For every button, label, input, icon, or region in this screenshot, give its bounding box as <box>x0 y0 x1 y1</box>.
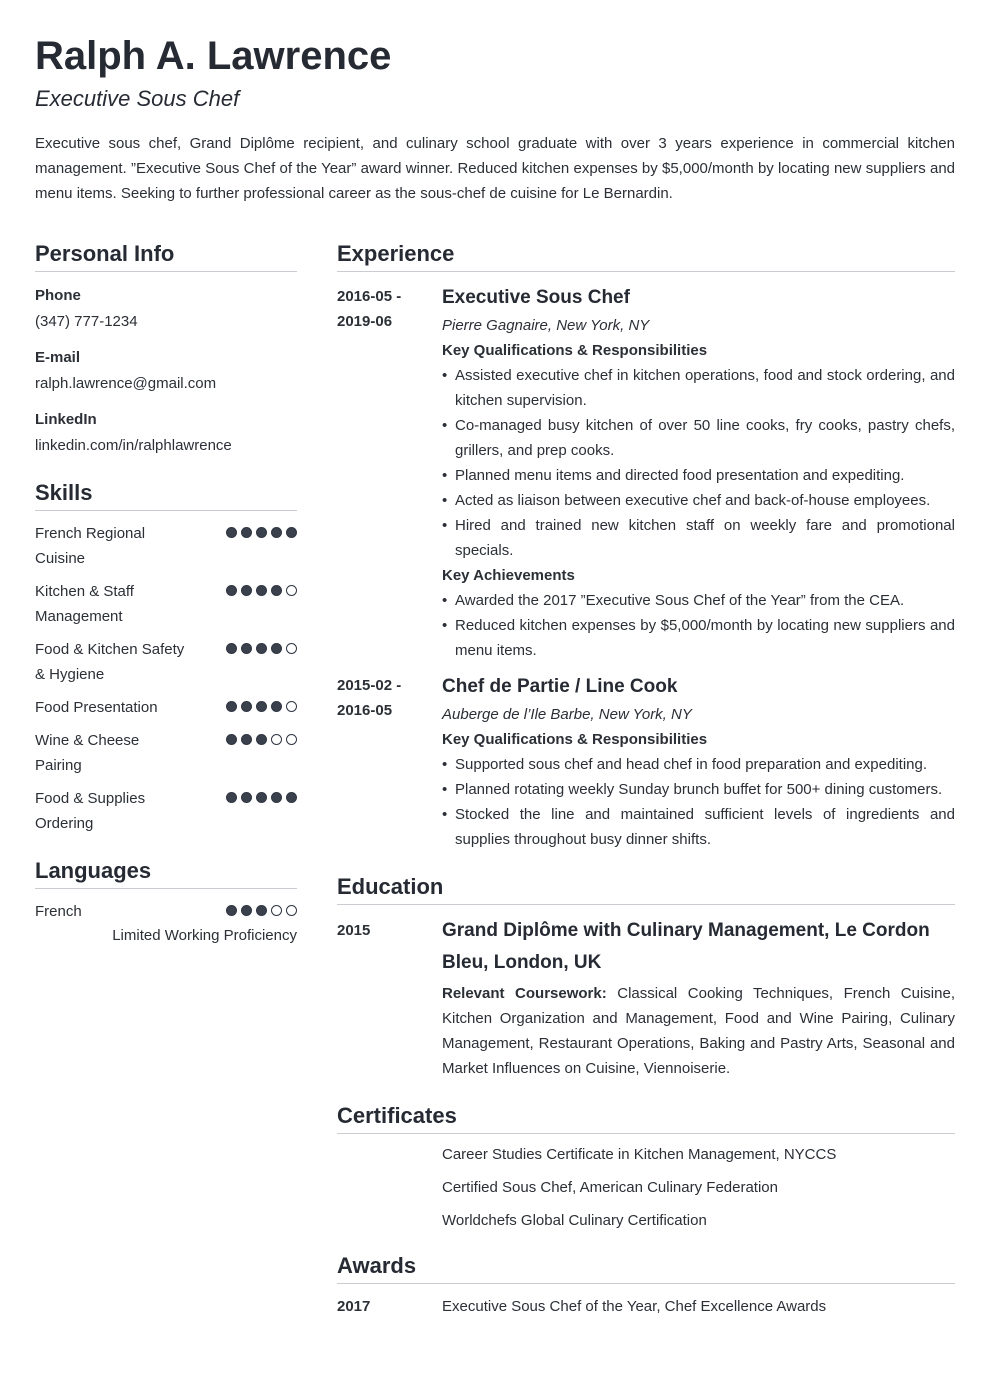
achievements-heading: Key Achievements <box>442 567 575 584</box>
filled-dot-icon <box>226 527 237 538</box>
list-item: • Planned menu items and directed food presentation and expediting. <box>442 463 955 488</box>
skill-name: Kitchen & Staff Management <box>35 583 134 625</box>
skill-row <box>35 695 297 720</box>
language-proficiency: Limited Working Proficiency <box>112 927 297 944</box>
certificates-heading: Certificates <box>337 1102 955 1134</box>
linkedin-value: linkedin.com/in/ralphlawrence <box>35 437 232 454</box>
entry-body <box>442 915 955 1081</box>
degree-title: Grand Diplôme with Culinary Management, Le Cordon Bleu, London, UK <box>442 920 930 973</box>
experience-entry <box>337 673 955 852</box>
empty-dot-icon <box>286 701 297 712</box>
rating-dots <box>226 792 297 803</box>
filled-dot-icon <box>241 905 252 916</box>
entry-body <box>442 284 955 663</box>
candidate-title: Executive Sous Chef <box>35 86 240 111</box>
experience-heading: Experience <box>337 240 955 272</box>
language-row <box>35 899 297 924</box>
empty-dot-icon <box>286 905 297 916</box>
skills-list <box>35 521 297 836</box>
rating-dots <box>226 734 297 745</box>
award-year: 2017 <box>337 1298 371 1315</box>
award-text: Executive Sous Chef of the Year, Chef Excellence Awards <box>442 1298 827 1315</box>
entry-date <box>337 284 442 663</box>
filled-dot-icon <box>271 792 282 803</box>
certificate-item: Career Studies Certificate in Kitchen Management, NYCCS <box>442 1146 837 1163</box>
language-name: French <box>35 903 82 920</box>
award-entry <box>337 1294 955 1319</box>
skill-name: Food & Supplies Ordering <box>35 790 146 832</box>
languages-list <box>35 899 297 946</box>
experience-entry <box>337 284 955 663</box>
filled-dot-icon <box>226 643 237 654</box>
filled-dot-icon <box>241 734 252 745</box>
skill-name: Food & Kitchen Safety & Hygiene <box>35 641 185 683</box>
filled-dot-icon <box>241 585 252 596</box>
empty-dot-icon <box>286 585 297 596</box>
entry-date <box>337 673 442 852</box>
phone-label: Phone <box>35 287 81 304</box>
filled-dot-icon <box>226 585 237 596</box>
filled-dot-icon <box>256 734 267 745</box>
filled-dot-icon <box>256 905 267 916</box>
education-entry <box>337 915 955 1081</box>
filled-dot-icon <box>241 643 252 654</box>
job-title: Executive Sous Chef <box>442 287 630 308</box>
filled-dot-icon <box>286 527 297 538</box>
filled-dot-icon <box>256 643 267 654</box>
certificate-item: Worldchefs Global Culinary Certification <box>442 1212 707 1229</box>
skill-name: Wine & Cheese Pairing <box>35 732 140 774</box>
list-item: • Assisted executive chef in kitchen operations, food and stock ordering, and kitchen supervision. <box>442 363 955 413</box>
list-item: • Supported sous chef and head chef in food preparation and expediting. <box>442 752 955 777</box>
date-start: 2016-05 - <box>337 288 402 305</box>
certificates-list <box>337 1142 955 1233</box>
filled-dot-icon <box>271 643 282 654</box>
personal-info-heading: Personal Info <box>35 240 297 272</box>
empty-dot-icon <box>271 734 282 745</box>
skill-name: French Regional Cuisine <box>35 525 146 567</box>
entry-body <box>442 673 955 852</box>
candidate-name: Ralph A. Lawrence <box>35 34 392 78</box>
date-end: 2016-05 <box>337 702 393 719</box>
skill-row <box>35 579 297 629</box>
resume-header <box>35 30 955 206</box>
job-title: Chef de Partie / Line Cook <box>442 676 678 697</box>
filled-dot-icon <box>256 701 267 712</box>
qualifications-list <box>442 363 955 563</box>
filled-dot-icon <box>241 792 252 803</box>
empty-dot-icon <box>286 734 297 745</box>
awards-heading: Awards <box>337 1252 955 1284</box>
qualifications-list <box>442 752 955 852</box>
certificate-item: Certified Sous Chef, American Culinary Federation <box>442 1179 778 1196</box>
qualifications-heading: Key Qualifications & Responsibilities <box>442 342 708 359</box>
email-value: ralph.lawrence@gmail.com <box>35 375 217 392</box>
education-year: 2015 <box>337 922 371 939</box>
skill-name: Food Presentation <box>35 699 158 716</box>
empty-dot-icon <box>286 643 297 654</box>
rating-dots <box>226 701 297 712</box>
job-employer: Auberge de l’Ile Barbe, New York, NY <box>442 706 692 723</box>
right-column <box>337 240 955 1319</box>
list-item: • Awarded the 2017 ”Executive Sous Chef of the Year” from the CEA. <box>442 588 955 613</box>
filled-dot-icon <box>226 792 237 803</box>
filled-dot-icon <box>271 585 282 596</box>
filled-dot-icon <box>256 527 267 538</box>
email-label: E-mail <box>35 349 81 366</box>
profile-summary: Executive sous chef, Grand Diplôme recipient, and culinary school graduate with over 3 years experience in commercial kitchen management. ”Executive Sous Chef of the Year” award winner. Reduced kitchen expenses by $5,000/month by locating new suppliers and menu items. Seeking to further professional career as the sous-chef de cuisine for Le Bernardin. <box>35 135 955 202</box>
filled-dot-icon <box>226 734 237 745</box>
list-item: • Reduced kitchen expenses by $5,000/month by locating new suppliers and menu items. <box>442 613 955 663</box>
achievements-list <box>442 588 955 663</box>
empty-dot-icon <box>271 905 282 916</box>
date-end: 2019-06 <box>337 313 393 330</box>
job-employer: Pierre Gagnaire, New York, NY <box>442 317 650 334</box>
filled-dot-icon <box>256 792 267 803</box>
list-item: • Stocked the line and maintained sufficient levels of ingredients and supplies throughout busy dinner shifts. <box>442 802 955 852</box>
education-heading: Education <box>337 873 955 905</box>
list-item: • Acted as liaison between executive chef and back-of-house employees. <box>442 488 955 513</box>
rating-dots <box>226 905 297 916</box>
filled-dot-icon <box>271 701 282 712</box>
date-start: 2015-02 - <box>337 677 402 694</box>
filled-dot-icon <box>256 585 267 596</box>
coursework-text: Classical Cooking Techniques, French Cuisine, Kitchen Organization and Management, Food and Wine Pairing, Culinary Management, Restaurant Operations, Baking and Pastry Arts, Seasonal and Market Influences on Cuisine, Viennoiserie. <box>442 985 955 1077</box>
skill-row <box>35 786 297 836</box>
list-item: • Co-managed busy kitchen of over 50 line cooks, fry cooks, pastry chefs, grillers, and prep cooks. <box>442 413 955 463</box>
list-item: • Hired and trained new kitchen staff on weekly fare and promotional specials. <box>442 513 955 563</box>
skill-row <box>35 728 297 778</box>
skill-row <box>35 521 297 571</box>
list-item: • Planned rotating weekly Sunday brunch buffet for 500+ dining customers. <box>442 777 955 802</box>
languages-heading: Languages <box>35 857 297 889</box>
skill-row <box>35 637 297 687</box>
coursework <box>442 981 955 1081</box>
filled-dot-icon <box>241 527 252 538</box>
filled-dot-icon <box>286 792 297 803</box>
skills-heading: Skills <box>35 479 297 511</box>
filled-dot-icon <box>271 527 282 538</box>
filled-dot-icon <box>226 701 237 712</box>
filled-dot-icon <box>226 905 237 916</box>
coursework-label: Relevant Coursework: <box>442 985 607 1002</box>
linkedin-label: LinkedIn <box>35 411 97 428</box>
filled-dot-icon <box>241 701 252 712</box>
rating-dots <box>226 527 297 538</box>
qualifications-heading: Key Qualifications & Responsibilities <box>442 731 708 748</box>
rating-dots <box>226 585 297 596</box>
left-column <box>35 240 297 946</box>
rating-dots <box>226 643 297 654</box>
phone-value: (347) 777-1234 <box>35 313 138 330</box>
